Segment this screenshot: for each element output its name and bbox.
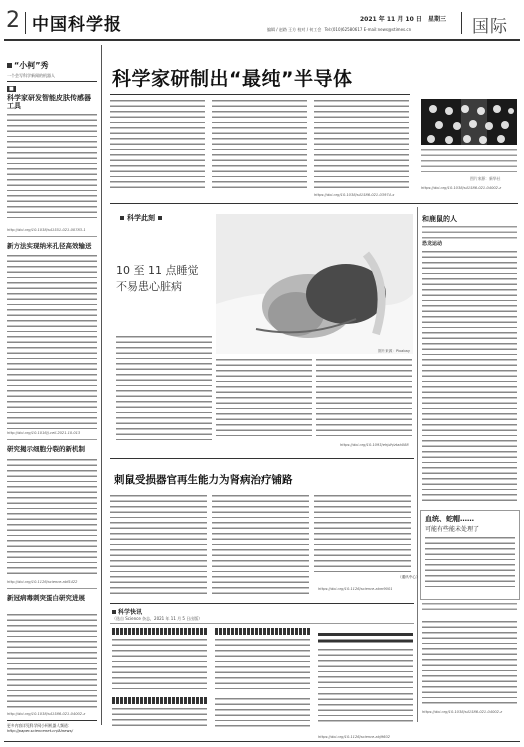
feature-title-line1: 10 至 11 点睡觉 [116,264,199,277]
photo-url: https://doi.org/10.1038/s41586-021-04002-z [421,186,502,190]
right-col-subtitle: 恐龙运动 [422,241,443,247]
feature-title-line2: 不易患心脏病 [116,280,182,293]
photo-credit: 图片来源：Pixabay [378,349,410,353]
left-article3-title: 研究揭示细胞分裂的新机制 [7,445,85,453]
page-bottom-rule [4,741,520,742]
masthead-rule [4,39,520,41]
left-tag-1: ■ [9,86,14,92]
left-article3-url: http://doi.org/10.1126/science.abf5422 [7,580,78,584]
brief3-title [215,628,310,635]
left-article4-url: http://doi.org/10.1038/s41586-021-04002-z [7,712,86,716]
right-col-body4 [422,620,517,705]
main-headline: 科学家研制出“最纯”半导体 [112,68,353,90]
column-title: “小柯”秀 [14,61,49,70]
left-rule-2 [7,236,97,237]
left-article3-body [7,458,97,578]
top-article-col1 [110,99,205,191]
bottom-sub-rule [110,623,414,624]
left-rule-4 [7,588,97,589]
second-article-url: https://doi.org/10.1126/science.abm9001 [318,587,393,591]
issue-date [360,14,446,23]
brief5-title [318,632,413,645]
page-number: 2 [6,8,20,33]
feature-col1 [116,335,212,440]
bottom-section-rule [110,603,414,604]
left-rule-1 [7,81,97,82]
left-footer-url[interactable]: http://paper.sciencenet.cn/AInews/ [7,728,73,733]
feature-title [116,263,216,295]
top-article-url: https://doi.org/10.1038/s41586-021-03974-x [314,193,395,197]
column-header [7,60,49,71]
left-article1-body [7,113,97,221]
left-footer [7,723,99,733]
right-col-url: https://doi.org/10.1038/s41586-021-04002-z [422,710,503,714]
left-article4-body [7,613,97,708]
right-col-title: 和鹿鼠的人 [422,215,457,223]
brief1-title [112,628,207,635]
sleeping-man-photo [216,214,413,354]
top-section-rule [110,203,518,204]
feature-col2 [216,358,312,440]
label-marker-icon [120,216,124,220]
brief2-title [112,697,207,704]
photo-caption [421,148,517,176]
section-name: 国际 [472,17,508,37]
feature-url: https://doi.org/10.1093/ehjdh/ztab088 [340,443,409,447]
second-article-tag: （通讯中心） [398,575,420,579]
right-box-body [425,536,515,590]
brief2-body [112,707,207,729]
headline-rule [110,94,410,95]
date-text: 2021 年 11 月 10 日 [360,16,422,23]
contact-info [267,27,411,33]
second-article-top-rule [110,458,414,459]
feature-label [120,213,162,223]
bottom-section-label [112,607,142,616]
column-subtitle: 一个会写科学新闻的机器人 [7,73,55,78]
second-article-headline: 刺鼠受损器官再生能力为肾病治疗铺路 [114,474,293,486]
top-article-col2 [212,99,307,191]
left-article1-url: http://doi.org/10.1038/s41551-021-00783-1 [7,228,86,232]
left-article2-body [7,254,97,429]
right-col-body3 [422,602,517,614]
right-box-subtitle: 可能有些能未处理了 [425,526,480,533]
left-rule-3 [7,439,97,440]
bottom-section-title: 科学快讯 [118,609,143,616]
feature-col3 [316,358,412,440]
right-box-title: 血统、蛇帽…… [425,515,474,523]
editors-text: 编辑 / 赵路 王方 校对 / 何工会 [267,27,322,32]
newspaper-logo: 中国科学报 [32,15,122,35]
brief1-body [112,638,207,693]
masthead-divider-left [25,12,26,34]
label-marker-end-icon [158,216,162,220]
feature-label-text: 科学此刻 [127,214,155,222]
contact-text: Tel:(010)62580617 E-mail:news@stimes.cn [324,27,412,32]
masthead-divider-right [461,12,462,34]
brief4-body [215,697,310,729]
left-column-divider [101,45,102,725]
top-article-col3 [314,99,409,191]
second-col1 [110,494,207,594]
right-col-body2 [422,250,517,505]
photo-caption-credit: 图片来源：新华社 [470,176,501,181]
weekday-text: 星期三 [427,16,446,23]
crystal-image-icon [421,99,517,145]
sleeping-person-image-icon [216,214,413,354]
left-article2-title: 新方法实现纳米孔径高效输送 [7,242,92,250]
microscope-photo [421,99,517,145]
section-marker-icon [112,610,116,614]
left-footer-rule [7,720,97,721]
right-box [420,510,520,600]
brief3-body [215,638,310,693]
bottom-url: https://doi.org/10.1126/science.abj9602 [318,735,391,739]
left-article4-title: 新冠病毒刺突蛋白研究进展 [7,594,85,602]
right-col-body1 [422,225,517,239]
right-column-divider [417,207,418,722]
brief5-body [318,648,413,688]
column-marker-icon [7,63,12,68]
brief6-body [318,692,413,722]
second-col3 [314,494,411,574]
second-col2 [212,494,309,594]
left-footer-text: 更多内容详见科学网小柯机器人频道： [7,723,72,728]
left-article2-url: http://doi.org/10.1016/j.cell.2021.10.013 [7,431,81,435]
left-article1-title: 科学家研发智能皮肤传感器工具 [7,94,91,110]
bottom-section-subtitle: （选自 Science 杂志，2021 年 11 月 5 日出版） [112,616,203,621]
